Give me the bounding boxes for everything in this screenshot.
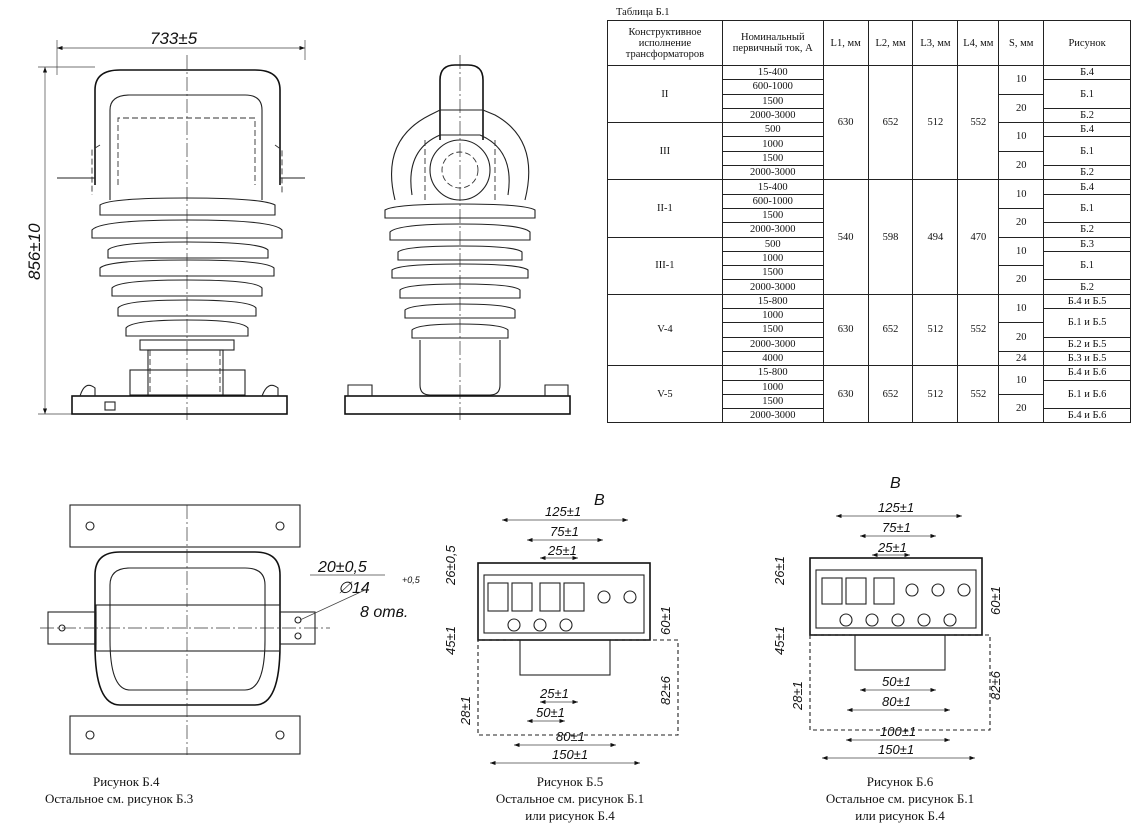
figure-cell: Б.1	[1044, 194, 1131, 223]
current-cell: 1500	[722, 266, 823, 280]
figure-cell: Б.4 и Б.6	[1044, 366, 1131, 380]
figure-cell: Б.1	[1044, 251, 1131, 280]
d60-b6: 60±1	[988, 586, 1003, 615]
figure-cell: Б.2 и Б.5	[1044, 337, 1131, 351]
current-cell: 15-800	[722, 294, 823, 308]
header-l4: L4, мм	[958, 21, 999, 66]
l3-cell: 512	[913, 366, 958, 423]
current-cell: 600-1000	[722, 80, 823, 94]
variant-cell: V-4	[608, 294, 723, 365]
l4-cell: 470	[958, 180, 999, 294]
s-cell: 20	[999, 266, 1044, 295]
header-l1: L1, мм	[823, 21, 868, 66]
d100-b6: 100±1	[880, 724, 917, 739]
front-view	[25, 29, 305, 420]
current-cell: 2000-3000	[722, 337, 823, 351]
current-cell: 1500	[722, 208, 823, 222]
d150-b5: 150±1	[552, 747, 589, 762]
current-cell: 2000-3000	[722, 409, 823, 423]
caption-fig5-title: Рисунок Б.5	[536, 774, 604, 789]
l2-cell: 652	[868, 366, 913, 423]
current-cell: 2000-3000	[722, 223, 823, 237]
l4-cell: 552	[958, 294, 999, 365]
caption-fig4-note: Остальное см. рисунок Б.3	[45, 791, 194, 806]
figure-cell: Б.1 и Б.6	[1044, 380, 1131, 409]
current-cell: 2000-3000	[722, 166, 823, 180]
figure-b5	[443, 492, 678, 763]
variant-cell: III-1	[608, 237, 723, 294]
table-caption: Таблица Б.1	[616, 7, 670, 18]
current-cell: 1500	[722, 323, 823, 337]
variant-cell: III	[608, 123, 723, 180]
width-dim: 733±5	[150, 29, 198, 48]
figure-cell: Б.4	[1044, 180, 1131, 194]
current-cell: 4000	[722, 351, 823, 365]
s-cell: 20	[999, 208, 1044, 237]
s-cell: 10	[999, 66, 1044, 95]
figure-cell: Б.1	[1044, 137, 1131, 166]
figure-cell: Б.2	[1044, 166, 1131, 180]
s-cell: 10	[999, 237, 1044, 266]
table-row	[608, 366, 1131, 380]
hole-spacing-dim: 20±0,5	[318, 559, 367, 576]
s-cell: 20	[999, 323, 1044, 352]
d45-b5: 45±1	[443, 626, 458, 655]
figure-b4	[40, 505, 421, 755]
d80-b6: 80±1	[882, 694, 911, 709]
d80-b5: 80±1	[556, 729, 585, 744]
l1-cell: 540	[823, 180, 868, 294]
s-cell: 24	[999, 351, 1044, 365]
current-cell: 1000	[722, 137, 823, 151]
header-variant: Конструктивное исполнение трансформаторов	[608, 21, 723, 66]
d45-b6: 45±1	[772, 626, 787, 655]
header-s: S, мм	[999, 21, 1044, 66]
d82-b6: 82±6	[988, 671, 1003, 700]
hole-count: 8 отв.	[360, 604, 409, 621]
variant-cell: II-1	[608, 180, 723, 237]
d75-b6: 75±1	[882, 520, 911, 535]
figure-b6	[772, 475, 1003, 758]
s-cell: 10	[999, 180, 1044, 209]
hole-tol-dim: +0,5	[402, 575, 420, 585]
d50-b6: 50±1	[882, 674, 911, 689]
figure-cell: Б.1 и Б.5	[1044, 309, 1131, 338]
current-cell: 1000	[722, 380, 823, 394]
table-row	[608, 180, 1131, 194]
current-cell: 15-800	[722, 366, 823, 380]
figure-cell: Б.2	[1044, 223, 1131, 237]
d125-b6: 125±1	[878, 500, 915, 515]
d60-b5: 60±1	[658, 606, 673, 635]
l1-cell: 630	[823, 66, 868, 180]
caption-fig5	[455, 773, 685, 824]
d26-b5: 26±0,5	[443, 545, 458, 585]
l2-cell: 652	[868, 66, 913, 180]
header-current: Номинальный первичный ток, А	[722, 21, 823, 66]
l3-cell: 512	[913, 294, 958, 365]
figure-cell: Б.2	[1044, 108, 1131, 122]
d82-b5: 82±6	[658, 676, 673, 705]
current-cell: 500	[722, 123, 823, 137]
current-cell: 1500	[722, 394, 823, 408]
s-cell: 10	[999, 123, 1044, 152]
figure-cell: Б.3	[1044, 237, 1131, 251]
caption-fig6-note2: или рисунок Б.4	[855, 808, 945, 823]
l1-cell: 630	[823, 366, 868, 423]
current-cell: 2000-3000	[722, 280, 823, 294]
current-cell: 500	[722, 237, 823, 251]
l2-cell: 652	[868, 294, 913, 365]
s-cell: 20	[999, 394, 1044, 423]
current-cell: 15-400	[722, 180, 823, 194]
terminals-b5	[488, 583, 636, 631]
caption-fig6-title: Рисунок Б.6	[866, 774, 934, 789]
current-cell: 1500	[722, 94, 823, 108]
variant-cell: II	[608, 66, 723, 123]
d50-b5: 50±1	[536, 705, 565, 720]
header-figure: Рисунок	[1044, 21, 1131, 66]
side-view	[345, 55, 570, 420]
l4-cell: 552	[958, 66, 999, 180]
terminals-b6	[822, 578, 970, 626]
figure-cell: Б.4	[1044, 123, 1131, 137]
d28-b6: 28±1	[790, 681, 805, 710]
current-cell: 2000-3000	[722, 108, 823, 122]
view-label-b5: В	[594, 492, 605, 509]
s-cell: 20	[999, 151, 1044, 180]
d25b-b5: 25±1	[540, 686, 569, 701]
d26-b6: 26±1	[772, 556, 787, 585]
caption-fig4	[45, 773, 245, 807]
figure-cell: Б.4	[1044, 66, 1131, 80]
table-row	[608, 294, 1131, 308]
d125-b5: 125±1	[545, 504, 582, 519]
variant-cell: V-5	[608, 366, 723, 423]
caption-fig6	[790, 773, 1010, 824]
current-cell: 15-400	[722, 66, 823, 80]
table-row	[608, 66, 1131, 80]
l3-cell: 494	[913, 180, 958, 294]
current-cell: 600-1000	[722, 194, 823, 208]
current-cell: 1000	[722, 251, 823, 265]
caption-fig6-note: Остальное см. рисунок Б.1	[825, 791, 975, 806]
figure-cell: Б.4 и Б.5	[1044, 294, 1131, 308]
table-header-row	[608, 21, 1131, 66]
view-label-b6: В	[890, 475, 901, 492]
s-cell: 20	[999, 94, 1044, 123]
d25-b5: 25±1	[548, 543, 577, 558]
figure-cell: Б.4 и Б.6	[1044, 409, 1131, 423]
caption-fig5-note2: или рисунок Б.4	[525, 808, 615, 823]
header-l3: L3, мм	[913, 21, 958, 66]
height-dim: 856±10	[25, 223, 44, 280]
caption-fig4-title: Рисунок Б.4	[93, 774, 160, 789]
d75-b5: 75±1	[550, 524, 579, 539]
d150-b6: 150±1	[878, 742, 915, 757]
figure-cell: Б.2	[1044, 280, 1131, 294]
l4-cell: 552	[958, 366, 999, 423]
s-cell: 10	[999, 294, 1044, 323]
l3-cell: 512	[913, 66, 958, 180]
hole-diameter-dim: ∅14	[338, 580, 370, 597]
current-cell: 1000	[722, 309, 823, 323]
figure-cell: Б.3 и Б.5	[1044, 351, 1131, 365]
figure-cell: Б.1	[1044, 80, 1131, 109]
s-cell: 10	[999, 366, 1044, 395]
d28-b5: 28±1	[458, 696, 473, 725]
caption-fig5-note: Остальное см. рисунок Б.1	[495, 791, 645, 806]
d25-b6: 25±1	[878, 540, 907, 555]
header-l2: L2, мм	[868, 21, 913, 66]
current-cell: 1500	[722, 151, 823, 165]
l2-cell: 598	[868, 180, 913, 294]
spec-table	[607, 20, 1131, 423]
l1-cell: 630	[823, 294, 868, 365]
